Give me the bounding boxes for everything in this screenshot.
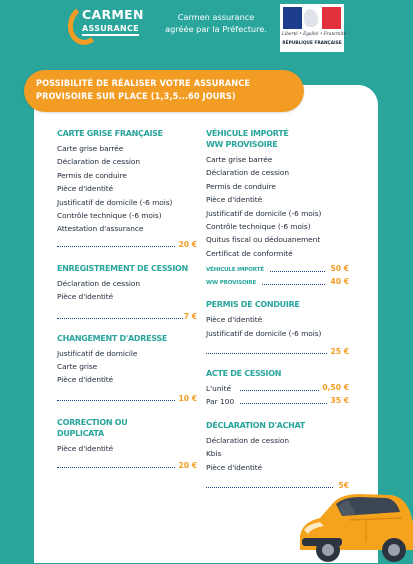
list-item: Déclaration de cession	[206, 168, 290, 178]
marianne-logo-icon	[280, 4, 347, 52]
price-label: WW PROVISOIRE	[206, 280, 257, 287]
list-item: Justificatif de domicile (-6 mois)	[206, 328, 322, 338]
list-item: Pièce d'identité	[206, 195, 263, 205]
list-item: Kbis	[206, 449, 222, 459]
price-value: 7 €	[183, 311, 197, 321]
list-item: Pièce d'identité	[206, 315, 263, 325]
insurance-banner	[24, 70, 304, 112]
section-correction	[57, 417, 197, 473]
price-value: 10 €	[178, 393, 197, 403]
price-label: Par 100	[206, 397, 235, 407]
section-title: ENREGISTREMENT DE CESSION	[57, 263, 188, 273]
list-item: Carte grise barrée	[206, 155, 273, 164]
banner-line1: POSSIBILITÉ DE RÉALISER VOTRE ASSURANCE	[36, 79, 251, 89]
carmen-logo-icon	[68, 5, 144, 43]
list-item: Déclaration de cession	[206, 436, 290, 446]
list-item: Justificatif de domicile (-6 mois)	[57, 197, 173, 207]
section-carte-grise	[57, 128, 197, 252]
price-line	[57, 459, 197, 473]
price-value: 20 €	[178, 239, 197, 249]
gov-motto: Liberté • Égalité • Fraternité	[282, 32, 347, 37]
banner-line2: PROVISOIRE SUR PLACE (1,3,5...60 JOURS)	[36, 92, 236, 102]
tagline-line2: agréée par la Préfecture.	[165, 24, 267, 34]
list-item: Pièce d'identité	[57, 375, 114, 385]
price-value: 5€	[338, 481, 349, 491]
list-item: Pièce d'identité	[206, 462, 263, 472]
price-row	[206, 276, 349, 289]
list-item: Déclaration de cession	[57, 157, 141, 167]
title-line2: DUPLICATA	[57, 428, 104, 438]
section-title: DÉCLARATION D'ACHAT	[206, 421, 305, 431]
page-header	[0, 0, 413, 60]
logo-subtitle: ASSURANCE	[82, 24, 139, 36]
price-row	[206, 395, 349, 408]
title-line1: VÉHICULE IMPORTÉ	[206, 129, 289, 138]
section-permis	[206, 299, 349, 359]
logo-name: CARMEN	[82, 7, 144, 22]
price-line	[57, 392, 197, 406]
section-acte	[206, 368, 349, 408]
section-title: ACTE DE CESSION	[206, 369, 282, 379]
list-item: Contrôle technique (-6 mois)	[57, 211, 162, 221]
section-changement	[57, 333, 197, 406]
list-item: Permis de conduire	[57, 170, 127, 180]
list-item: Contrôle technique (-6 mois)	[206, 222, 311, 232]
price-value: 20 €	[178, 461, 197, 471]
price-label: VÉHICULE IMPORTÉ	[206, 267, 264, 274]
car-illustration-icon	[290, 478, 413, 564]
header-tagline	[156, 11, 276, 35]
list-item: Quitus fiscal ou dédouanement	[206, 235, 321, 245]
list-item: Pièce d'identité	[57, 184, 114, 194]
list-item: Justificatif de domicile (-6 mois)	[206, 208, 322, 218]
right-column	[206, 128, 349, 493]
price-line	[206, 345, 349, 359]
price-value: 0,50 €	[322, 383, 349, 393]
title-line2: WW PROVISOIRE	[206, 140, 278, 149]
price-value: 40 €	[330, 277, 349, 287]
price-row	[206, 382, 349, 395]
price-line	[57, 310, 197, 324]
section-importe	[206, 128, 349, 289]
section-title	[206, 128, 349, 150]
section-title: CARTE GRISE FRANÇAISE	[57, 129, 163, 138]
price-line	[57, 238, 197, 252]
section-title	[57, 417, 197, 439]
tagline-line1: Carmen assurance	[177, 12, 255, 22]
list-item: Attestation d'assurance	[57, 224, 144, 234]
price-value: 50 €	[330, 264, 349, 274]
list-item: Permis de conduire	[206, 181, 276, 191]
section-title: PERMIS DE CONDUIRE	[206, 300, 300, 310]
gov-name: RÉPUBLIQUE FRANÇAISE	[282, 41, 342, 46]
list-item: Pièce d'identité	[57, 443, 114, 453]
list-item: Carte grise barrée	[57, 144, 124, 153]
price-label: L'unité	[206, 384, 232, 394]
title-line1: CORRECTION OU	[57, 417, 128, 427]
french-flag	[283, 7, 341, 29]
list-item: Déclaration de cession	[57, 278, 141, 288]
left-column	[57, 128, 197, 473]
section-enregistrement	[57, 263, 197, 324]
section-title: CHANGEMENT D'ADRESSE	[57, 333, 168, 343]
price-row	[206, 263, 349, 276]
list-item: Certificat de conformité	[206, 248, 293, 258]
price-value: 35 €	[330, 396, 349, 406]
list-item: Carte grise	[57, 362, 98, 372]
list-item: Justificatif de domicile	[57, 348, 138, 358]
price-value: 25 €	[330, 347, 349, 357]
list-item: Pièce d'identité	[57, 292, 114, 302]
